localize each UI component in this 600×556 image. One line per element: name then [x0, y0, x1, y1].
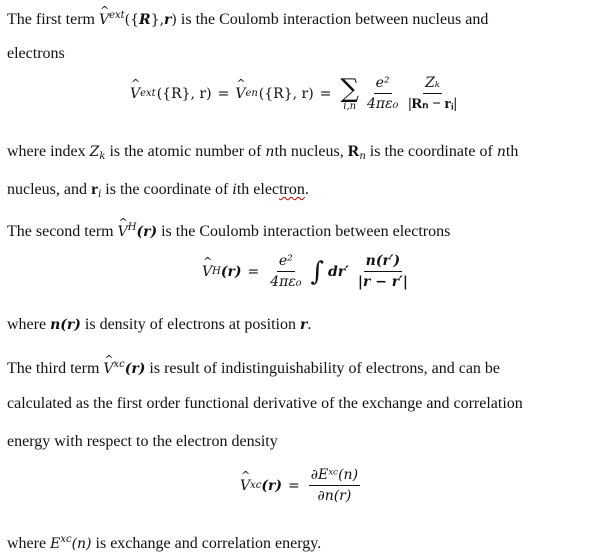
- text: is the coordinate of: [105, 181, 233, 198]
- math-R: R: [347, 143, 360, 160]
- paragraph-where-index-cont: [7, 180, 309, 205]
- superscript: en: [245, 88, 258, 99]
- spellcheck-underline: tron: [279, 181, 305, 198]
- text: is the atomic number of: [109, 143, 266, 160]
- numerator: e²: [277, 252, 295, 272]
- numerator: n(r′): [364, 252, 403, 272]
- equals: =: [247, 263, 260, 280]
- denominator: 4πε₀: [366, 96, 399, 112]
- math-i: i: [232, 182, 237, 198]
- text: th: [505, 143, 519, 160]
- superscript: xc: [60, 534, 72, 545]
- integral-symbol: ∫: [310, 256, 324, 287]
- math-bold: R: [139, 12, 151, 28]
- v-xc-symbol: ^ V: [240, 478, 250, 494]
- math-text: },: [150, 12, 165, 28]
- paragraph-second-term: [7, 218, 450, 242]
- text: .: [304, 181, 309, 198]
- subscript: k: [99, 151, 106, 162]
- text: The first term: [7, 11, 99, 28]
- math-density: n(r): [50, 317, 81, 333]
- v-hartree-symbol: ^ V: [202, 264, 212, 280]
- sum-limits: i,n: [343, 100, 357, 112]
- text: is the Coulomb interaction between electrons: [161, 223, 451, 240]
- fraction-coulomb-constant: [365, 74, 400, 113]
- math-text: ({R}, r): [258, 85, 314, 102]
- subscript: n: [359, 151, 366, 162]
- math-text: ({: [124, 12, 140, 28]
- v-ext-symbol: ^ V: [99, 10, 109, 30]
- fraction-functional-derivative: [309, 466, 360, 505]
- superscript: xc: [113, 359, 125, 370]
- text: is result of indistinguishability of electrons, and can be: [149, 360, 501, 377]
- math-z: Z: [89, 144, 100, 160]
- v-ext-symbol: ^ V: [130, 86, 140, 102]
- equation-external-potential: [130, 74, 462, 113]
- math-args: (r): [136, 224, 158, 240]
- math-r: r: [90, 181, 99, 198]
- text: th elec: [236, 181, 280, 198]
- text: The third term: [7, 360, 104, 377]
- paragraph-where-index: [7, 142, 518, 167]
- paragraph-third-term-cont2: energy with respect to the electron density: [7, 433, 278, 450]
- math-args: (r): [124, 361, 146, 377]
- v-en-symbol: ^ V: [235, 86, 245, 102]
- equation-xc-potential: [240, 466, 363, 505]
- numerator: Zₖ: [423, 74, 442, 94]
- equation-hartree-potential: [202, 252, 413, 291]
- v-hartree-symbol: ^ V: [118, 222, 128, 242]
- text: where index: [7, 143, 90, 160]
- numerator: ∂Eˣᶜ(n): [309, 466, 360, 486]
- fraction-coulomb-constant: [268, 252, 303, 291]
- paragraph-first-term-cont: electrons: [7, 45, 65, 62]
- math-bold: r: [164, 12, 172, 28]
- paragraph-third-term-cont1: calculated as the first order functional derivative of the exchange and correlation: [7, 395, 523, 412]
- differential: dr′: [328, 263, 349, 280]
- text: nucleus, and: [7, 181, 91, 198]
- numerator: e²: [374, 74, 392, 94]
- math-n: n: [265, 144, 275, 160]
- paragraph-density: [7, 315, 311, 335]
- superscript: H: [212, 266, 221, 277]
- denominator: 4πε₀: [270, 274, 302, 290]
- equals: =: [319, 85, 332, 102]
- text: is exchange and correlation energy.: [95, 535, 322, 552]
- text: where: [7, 535, 51, 552]
- text: is the coordinate of: [369, 143, 497, 160]
- denominator: ∂n(r): [317, 488, 352, 504]
- equals: =: [288, 477, 300, 494]
- math-args: (r): [220, 263, 242, 280]
- math-text: ({R}, r): [156, 85, 212, 102]
- math-text: ): [171, 12, 177, 28]
- text: where: [7, 316, 51, 333]
- subscript: i: [98, 189, 102, 200]
- text: is the Coulomb interaction between nucleus and: [180, 11, 489, 28]
- superscript: ext: [109, 10, 125, 21]
- denominator: |r − r′|: [357, 274, 408, 290]
- superscript: H: [127, 222, 137, 233]
- superscript: xc: [250, 480, 262, 491]
- math-args: (r): [261, 477, 282, 494]
- math-n: n: [496, 144, 506, 160]
- v-xc-symbol: ^ V: [103, 359, 113, 379]
- superscript: ext: [140, 88, 156, 99]
- sigma-symbol: ∑: [340, 73, 359, 104]
- math-r: r: [299, 317, 308, 333]
- text: is density of electrons at position: [84, 316, 300, 333]
- paragraph-xc-energy: [7, 530, 321, 554]
- text: th nucleus,: [274, 143, 348, 160]
- math-args: (n): [71, 536, 92, 552]
- text: The second term: [7, 223, 118, 240]
- paragraph-third-term: [7, 355, 500, 379]
- fraction-density-distance: [356, 252, 410, 291]
- fraction-charge-distance: [406, 74, 459, 113]
- denominator: |Rₙ − rᵢ|: [408, 96, 457, 112]
- equals: =: [217, 85, 230, 102]
- summation: [340, 73, 359, 112]
- text: .: [307, 316, 312, 333]
- math-E: E: [50, 536, 61, 552]
- paragraph-first-term: [7, 6, 488, 30]
